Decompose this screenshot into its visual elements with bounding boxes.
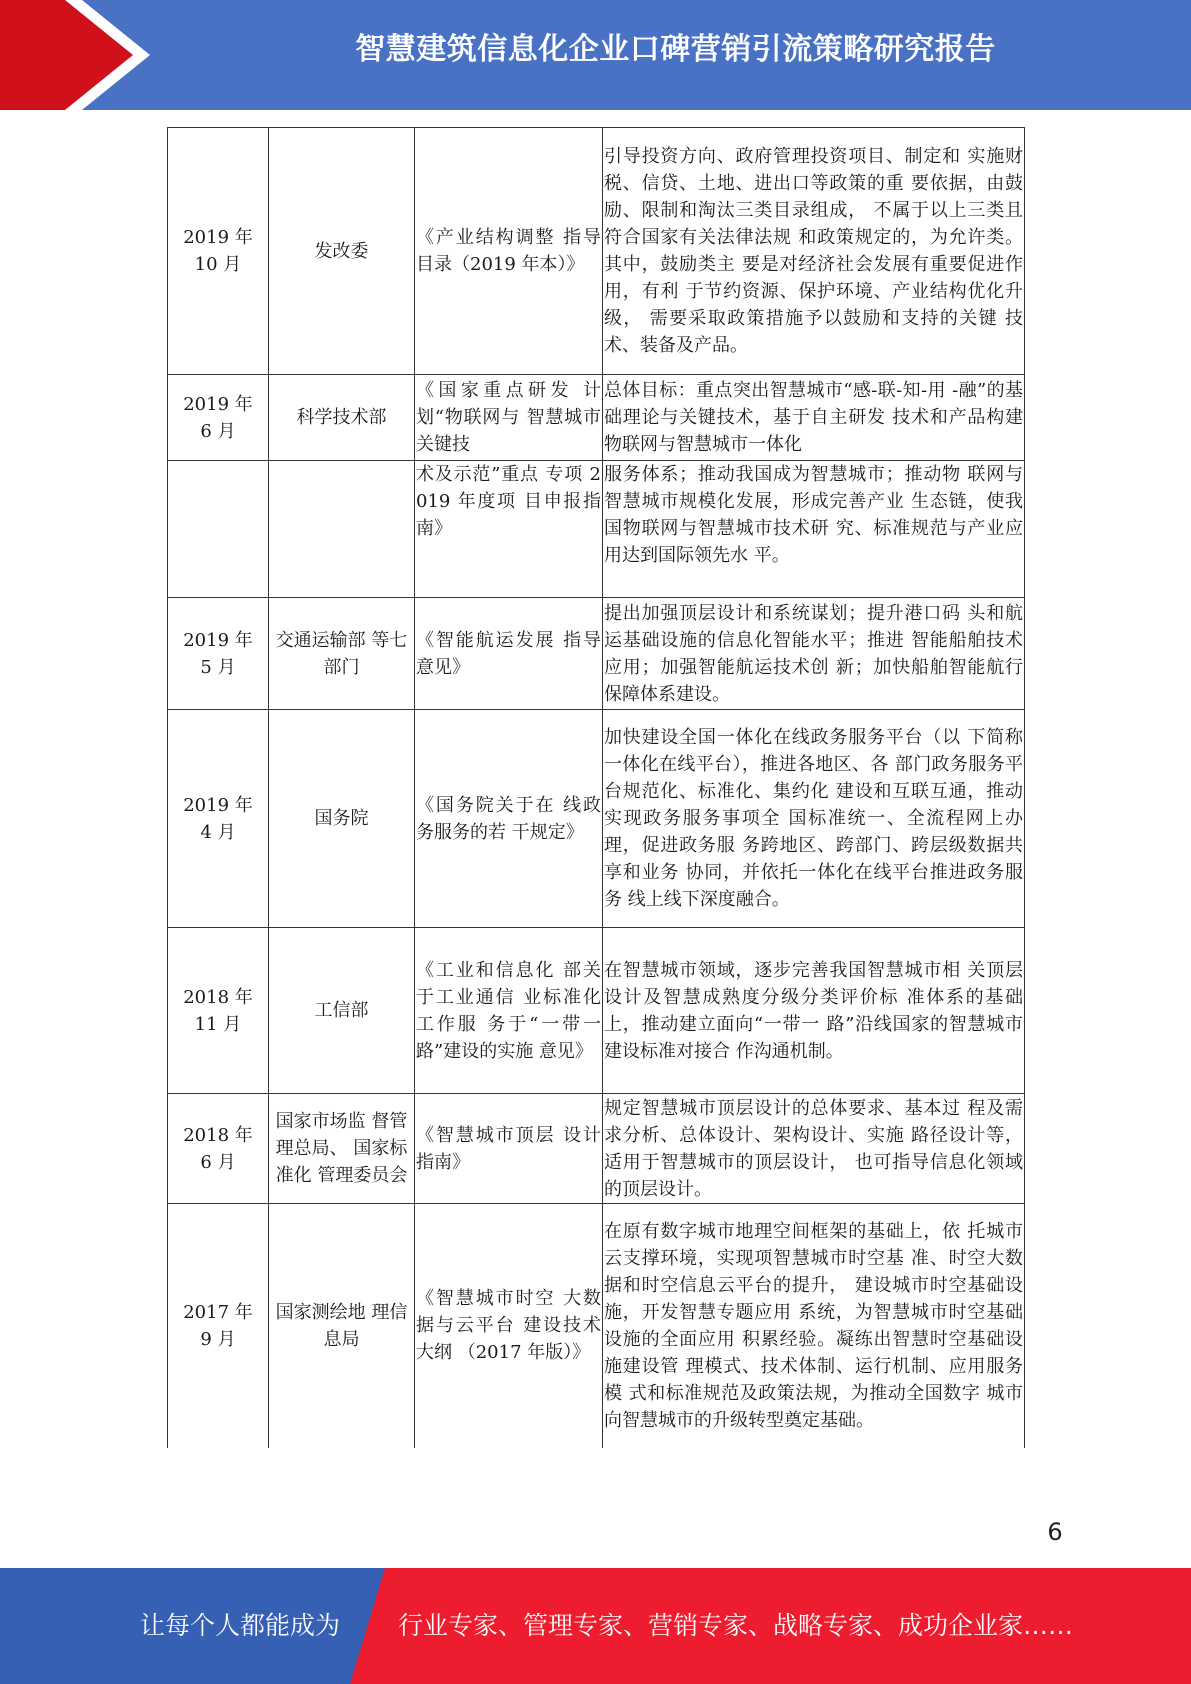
date-cell: [168, 128, 269, 375]
date-year: 2019 年: [183, 629, 253, 651]
summary-cell: 在原有数字城市地理空间框架的基础上，依 托城市云支撑环境，实现项智慧城市时空基 准、时空大数据和时空信息云平台的提升， 建设城市时空基础设施，开发智慧专题应用 系统，为智慧城市时空基础设施的全面应用 积累经验。凝练出智慧时空基础设施建设管 理模式、技术体制、运行机制、应用服务模 式和标准规范及政策法规，为推动全国数字 城市向智慧城市的升级转型奠定基础。: [603, 1204, 1025, 1448]
date-month: 4 月: [200, 821, 236, 843]
date-month: 10 月: [194, 254, 242, 275]
department-cell: 国务院: [269, 710, 415, 928]
department-cell: 发改委: [269, 128, 415, 375]
document-cell: 术及示范”重点 专项 2019 年度项 目申报指南》: [415, 461, 603, 598]
header-banner: [0, 0, 1191, 110]
red-arrow-shape: [0, 0, 150, 110]
summary-cell: 加快建设全国一体化在线政务服务平台（以 下简称一体化在线平台），推进各地区、各 部门政务服务平台规范化、标准化、集约化 建设和互联互通，推动实现政务服务事项全 国标准统一、全流程网上办理，促进政务服 务跨地区、跨部门、跨层级数据共享和业务 协同，并依托一体化在线平台推进政务服务 线上线下深度融合。: [603, 710, 1025, 928]
summary-cell: 规定智慧城市顶层设计的总体要求、基本过 程及需求分析、总体设计、架构设计、实施 路径设计等，适用于智慧城市的顶层设计， 也可指导信息化领域的顶层设计。: [603, 1094, 1025, 1204]
table-row: [168, 1094, 1025, 1204]
document-cell: 《智慧城市时空 大数据与云平台 建设技术大纲 （2017 年版）》: [415, 1204, 603, 1448]
date-cell: [168, 710, 269, 928]
document-cell: 《国务院关于在 线政务服务的若 干规定》: [415, 710, 603, 928]
date-year: 2019 年: [183, 393, 253, 415]
date-cell: [168, 375, 269, 461]
table-row: [168, 1204, 1025, 1448]
document-cell: 《国家重点研发 计划“物联网与 智慧城市关键技: [415, 375, 603, 461]
date-month: 9 月: [200, 1328, 236, 1350]
department-cell: 交通运输部 等七部门: [269, 598, 415, 710]
date-year: 2017 年: [183, 1301, 253, 1323]
department-cell: 国家市场监 督管理总局、 国家标准化 管理委员会: [269, 1094, 415, 1204]
summary-cell: 总体目标：重点突出智慧城市“感-联-知-用 -融”的基础理论与关键技术，基于自主研发 技术和产品构建物联网与智慧城市一体化: [603, 375, 1025, 461]
document-cell: 《智能航运发展 指导意见》: [415, 598, 603, 710]
table-row: [168, 461, 1025, 598]
department-cell: [269, 461, 415, 598]
date-year: 2018 年: [183, 1124, 253, 1146]
department-cell: 工信部: [269, 928, 415, 1094]
date-cell: [168, 1094, 269, 1204]
department-cell: 科学技术部: [269, 375, 415, 461]
date-month: 6 月: [200, 1151, 236, 1173]
date-month: 6 月: [200, 420, 236, 442]
table-row: [168, 375, 1025, 461]
report-title: 智慧建筑信息化企业口碑营销引流策略研究报告: [355, 32, 996, 67]
summary-cell: 提出加强顶层设计和系统谋划；提升港口码 头和航运基础设施的信息化智能水平；推进 智能船舶技术应用；加强智能航运技术创 新；加快船舶智能航行保障体系建设。: [603, 598, 1025, 710]
date-cell: [168, 461, 269, 598]
document-cell: 《工业和信息化 部关于工业通信 业标准化工作服 务于“一带一 路”建设的实施 意见》: [415, 928, 603, 1094]
date-year: 2019 年: [183, 227, 253, 248]
table-row: [168, 128, 1025, 375]
date-cell: [168, 598, 269, 710]
date-year: 2019 年: [183, 794, 253, 816]
page-number: 6: [1047, 1518, 1063, 1546]
document-cell: 《智慧城市顶层 设计指南》: [415, 1094, 603, 1204]
footer-banner: [0, 1568, 1191, 1684]
policy-table: [167, 127, 1025, 1448]
department-cell: 国家测绘地 理信息局: [269, 1204, 415, 1448]
footer-slogan-right: 行业专家、管理专家、营销专家、战略专家、成功企业家……: [398, 1611, 1074, 1640]
summary-cell: 引导投资方向、政府管理投资项目、制定和 实施财税、信贷、土地、进出口等政策的重 要依据，由鼓励、限制和淘汰三类目录组成， 不属于以上三类且符合国家有关法律法规 和政策规定的，为允许类。其中，鼓励类主 要是对经济社会发展有重要促进作用，有利 于节约资源、保护环境、产业结构优化升级， 需要采取政策措施予以鼓励和支持的关键 技术、装备及产品。: [603, 128, 1025, 375]
date-month: 11 月: [194, 1013, 242, 1035]
document-cell: 《产业结构调整 指导目录（2019 年本）》: [415, 128, 603, 375]
date-cell: [168, 1204, 269, 1448]
table-row: [168, 710, 1025, 928]
table-row: [168, 598, 1025, 710]
summary-cell: 在智慧城市领域，逐步完善我国智慧城市相 关顶层设计及智慧成熟度分级分类评价标 准体系的基础上，推动建立面向“一带一 路”沿线国家的智慧城市建设标准对接合 作沟通机制。: [603, 928, 1025, 1094]
footer-slogan-left: 让每个人都能成为: [140, 1611, 341, 1640]
date-cell: [168, 928, 269, 1094]
summary-cell: 服务体系；推动我国成为智慧城市；推动物 联网与智慧城市规模化发展，形成完善产业 生态链，使我国物联网与智慧城市技术研 究、标准规范与产业应用达到国际领先水 平。: [603, 461, 1025, 598]
date-month: 5 月: [200, 656, 236, 678]
date-year: 2018 年: [183, 986, 253, 1008]
table-row: [168, 928, 1025, 1094]
